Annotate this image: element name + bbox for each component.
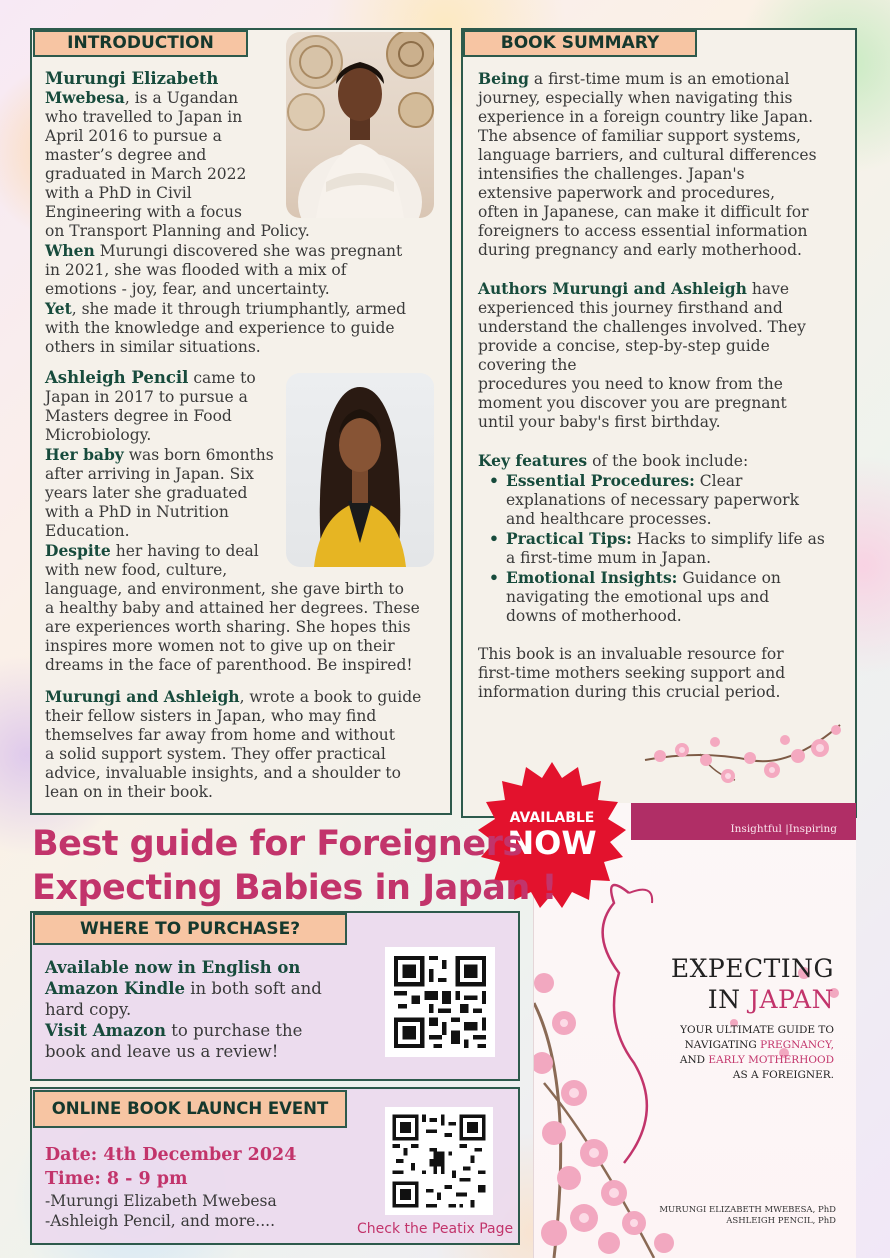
key-features-bold: Key features [478,451,588,470]
event-time: Time: 8 - 9 pm [45,1169,188,1189]
baby-line: after arriving in Japan. Six [45,465,254,483]
authors-book-paragraph [45,687,445,802]
feature-title: Essential Procedures: [506,471,695,490]
ashleigh-line: Japan in 2017 to pursue a [45,388,248,406]
murungi-bio-line: who travelled to Japan in [45,108,243,126]
feature-line: downs of motherhood. [506,607,682,625]
purchase-line: to purchase the [166,1021,303,1040]
cover-title-japan: JAPAN [748,985,834,1014]
summary-line: foreigners to access essential information [478,222,808,240]
event-tag: ONLINE BOOK LAUNCH EVENT [33,1090,347,1128]
book-summary-tag: BOOK SUMMARY [463,30,697,57]
despite-line: her having to deal [110,542,259,560]
authors-bold: Murungi and Ashleigh [45,687,240,706]
closing-line: This book is an invaluable resource for [478,645,784,663]
cover-sub-line: AND [679,1054,709,1066]
baby-line: was born 6months [123,446,274,464]
summary-line: until your baby's first birthday. [478,413,721,431]
ashleigh-bio [45,368,445,675]
summary-line: The absence of familiar support systems, [478,127,801,145]
cover-sub-line: YOUR ULTIMATE GUIDE TO [680,1024,834,1036]
authors-line: advice, invaluable insights, and a shoulder to [45,764,401,782]
authors-line: a solid support system. They offer practical [45,745,386,763]
cover-sub-line: AS A FOREIGNER. [732,1069,834,1081]
introduction-tag: INTRODUCTION [33,30,248,57]
despite-line: a healthy baby and attained her degrees. These [45,599,420,617]
cover-sub-highlight: PREGNANCY, [760,1039,834,1051]
headline-line2: Expecting Babies in Japan ! [32,868,557,908]
feature-line: navigating the emotional ups and [506,588,770,606]
cover-tagline: Insightful |Inspiring [730,823,837,835]
yet-line: with the knowledge and experience to guide [45,319,395,337]
summary-line: language barriers, and cultural differences [478,146,817,164]
feature-line: and healthcare processes. [506,510,712,528]
cherry-blossom-branch-icon [640,720,845,790]
headline-line1: Best guide for Foreigners [32,824,523,864]
despite-line: language, and environment, she gave birth to [45,580,404,598]
feature-item [478,568,848,626]
closing-line: first-time mothers seeking support and [478,664,786,682]
baby-line: years later she graduated [45,484,248,502]
amazon-qr-code[interactable] [385,947,495,1057]
ashleigh-line: Microbiology. [45,426,152,444]
despite-bold: Despite [45,541,111,560]
purchase-line: hard copy. [45,1000,132,1019]
cover-title [671,953,834,1015]
murungi-bio-line: , is a Ugandan [124,89,239,107]
purchase-text [45,957,375,1062]
amazon-kindle-bold: Amazon Kindle [45,979,185,998]
summary-line: procedures you need to know from the [478,375,783,393]
authors-line: lean on in their book. [45,783,213,801]
event-speaker: -Ashleigh Pencil, and more.... [45,1212,276,1230]
feature-title: Practical Tips: [506,529,632,548]
event-text [45,1143,365,1231]
badge-line2: NOW [507,824,597,862]
when-line: emotions - joy, fear, and uncertainty. [45,280,330,298]
book-summary-text [478,69,848,702]
cover-sub-highlight: EARLY MOTHERHOOD [708,1054,834,1066]
feature-item [478,529,848,568]
despite-line: with new food, culture, [45,561,228,579]
feature-item [478,471,848,529]
yet-line: others in similar situations. [45,338,261,356]
event-speaker: -Murungi Elizabeth Mwebesa [45,1192,277,1210]
cover-top-band [631,803,856,840]
ashleigh-name: Ashleigh Pencil [45,368,189,387]
visit-amazon-bold: Visit Amazon [45,1021,167,1040]
cover-title-line1: EXPECTING [670,954,834,983]
summary-line: covering the [478,356,577,374]
murungi-bio [45,69,445,357]
yet-bold: Yet [45,299,72,318]
feature-line: a first-time mum in Japan. [506,549,712,567]
feature-line: explanations of necessary paperwork [506,491,799,509]
cover-authors [659,1205,836,1227]
ashleigh-line: Masters degree in Food [45,407,232,425]
feature-title: Emotional Insights: [506,568,678,587]
summary-line: extensive paperwork and procedures, [478,184,776,202]
purchase-line: in both soft and [184,979,322,998]
feature-line: Guidance on [677,569,781,587]
cover-sub-line: NAVIGATING [684,1039,761,1051]
yet-line: , she made it through triumphantly, armed [71,300,407,318]
despite-line: dreams in the face of parenthood. Be inspired! [45,656,413,674]
purchase-tag: WHERE TO PURCHASE? [33,913,347,945]
peatix-link[interactable]: Check the Peatix Page [357,1221,514,1237]
cover-subtitle [680,1023,834,1083]
badge-line1: AVAILABLE [509,810,595,826]
authors-summary-bold: Authors Murungi and Ashleigh [478,279,747,298]
event-date: Date: 4th December 2024 [45,1145,297,1165]
purchase-line: Available now in English on [45,958,301,977]
qr-icon [385,947,495,1057]
baby-line: with a PhD in Nutrition [45,503,229,521]
summary-line: understand the challenges involved. They [478,318,806,336]
despite-line: inspires more women not to give up on their [45,637,395,655]
authors-line: , wrote a book to guide [239,688,422,706]
summary-line: experienced this journey firsthand and [478,299,783,317]
murungi-bio-line: on Transport Planning and Policy. [45,222,310,240]
authors-line: their fellow sisters in Japan, who may find [45,707,377,725]
key-features-list [478,471,848,626]
summary-line: intensifies the challenges. Japan's [478,165,745,183]
purchase-line: book and leave us a review! [45,1042,279,1061]
murungi-bio-line: graduated in March 2022 [45,165,247,183]
her-baby-bold: Her baby [45,445,124,464]
when-line: in 2021, she was flooded with a mix of [45,261,347,279]
peatix-qr-code[interactable] [385,1107,493,1215]
summary-line: during pregnancy and early motherhood. [478,241,802,259]
summary-line: journey, especially when navigating this [478,89,793,107]
murungi-name-line1: Murungi Elizabeth [45,69,219,88]
when-bold: When [45,241,95,260]
despite-line: are experiences worth sharing. She hopes this [45,618,411,636]
cover-author: MURUNGI ELIZABETH MWEBESA, PhD [659,1205,836,1215]
authors-line: themselves far away from home and without [45,726,395,744]
summary-line: have [746,280,790,298]
cover-title-in: IN [707,985,749,1014]
closing-line: information during this crucial period. [478,683,781,701]
feature-line: Clear [694,472,743,490]
being-bold: Being [478,69,529,88]
key-features-rest: of the book include: [587,452,749,470]
cover-author: ASHLEIGH PENCIL, PhD [726,1216,836,1226]
feature-line: Hacks to simplify life as [631,530,825,548]
summary-line: moment you discover you are pregnant [478,394,787,412]
murungi-bio-line: Engineering with a focus [45,203,242,221]
murungi-name-line2: Mwebesa [45,88,125,107]
qr-icon [385,1107,493,1215]
summary-line: experience in a foreign country like Japan. [478,108,814,126]
when-line: Murungi discovered she was pregnant [94,242,403,260]
summary-line: often in Japanese, can make it difficult for [478,203,809,221]
headline [32,822,557,910]
summary-line: provide a concise, step-by-step guide [478,337,770,355]
murungi-bio-line: master’s degree and [45,146,207,164]
ashleigh-line: came to [188,369,256,387]
baby-line: Education. [45,522,130,540]
murungi-bio-line: April 2016 to pursue a [45,127,222,145]
murungi-bio-line: with a PhD in Civil [45,184,192,202]
summary-line: a first-time mum is an emotional [528,70,790,88]
